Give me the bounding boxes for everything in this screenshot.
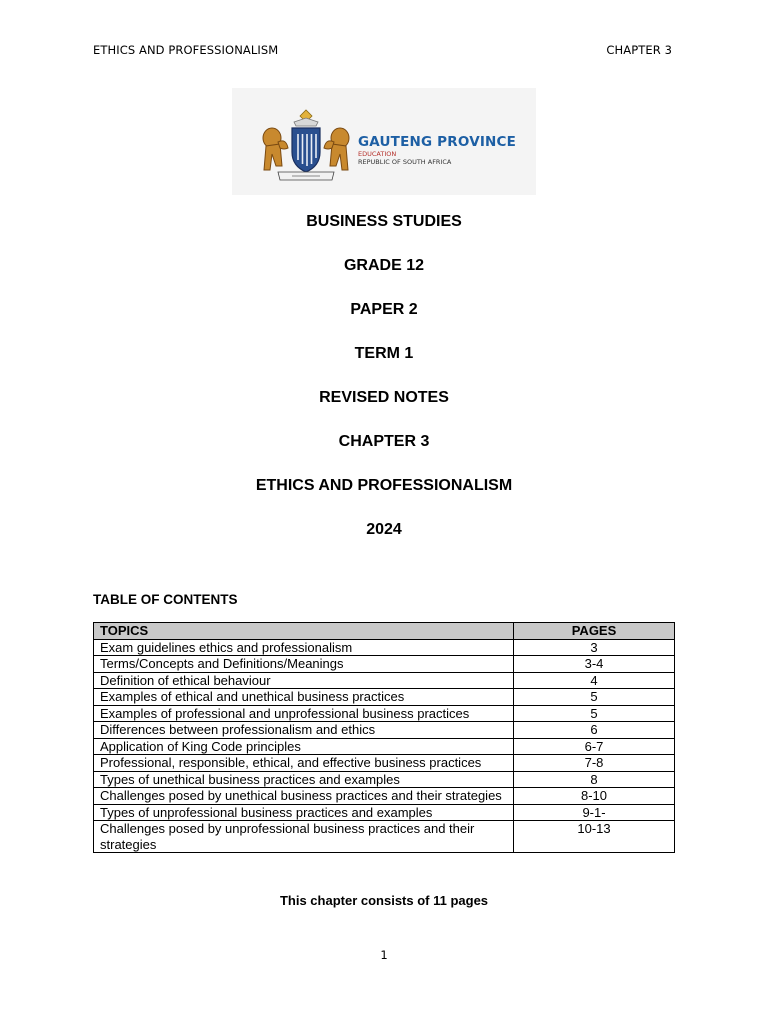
table-row xyxy=(94,656,675,673)
title-paper: PAPER 2 xyxy=(350,301,418,318)
logo-republic-text: REPUBLIC OF SOUTH AFRICA xyxy=(358,158,452,166)
header-chapter-label: CHAPTER 3 xyxy=(606,43,672,57)
title-revised-notes: REVISED NOTES xyxy=(319,389,449,406)
column-header-pages: PAGES xyxy=(514,623,675,640)
pages-cell: 8-10 xyxy=(514,788,675,805)
topic-cell: Types of unethical business practices and examples xyxy=(94,771,514,788)
table-row xyxy=(94,738,675,755)
pages-cell: 8 xyxy=(514,771,675,788)
topic-cell: Challenges posed by unethical business practices and their strategies xyxy=(94,788,514,805)
logo-province-text: GAUTENG PROVINCE xyxy=(358,134,517,150)
table-row xyxy=(94,722,675,739)
column-header-topics: TOPICS xyxy=(94,623,514,640)
pages-cell: 3 xyxy=(514,639,675,656)
table-row xyxy=(94,639,675,656)
page-number: 1 xyxy=(380,948,388,962)
table-row xyxy=(94,804,675,821)
topic-cell: Application of King Code principles xyxy=(94,738,514,755)
table-row xyxy=(94,689,675,706)
pages-cell: 6 xyxy=(514,722,675,739)
title-term: TERM 1 xyxy=(354,345,414,362)
toc-heading: TABLE OF CONTENTS xyxy=(93,592,238,607)
title-grade: GRADE 12 xyxy=(343,257,425,274)
chapter-page-count-note: This chapter consists of 11 pages xyxy=(279,893,489,908)
title-subject: BUSINESS STUDIES xyxy=(306,213,462,230)
topic-cell: Types of unprofessional business practices and examples xyxy=(94,804,514,821)
topic-cell: Examples of ethical and unethical business practices xyxy=(94,689,514,706)
pages-cell: 9-1- xyxy=(514,804,675,821)
cover-titles xyxy=(0,212,768,564)
table-row xyxy=(94,672,675,689)
title-topic: ETHICS AND PROFESSIONALISM xyxy=(255,477,513,494)
topic-cell: Differences between professionalism and ethics xyxy=(94,722,514,739)
pages-cell: 7-8 xyxy=(514,755,675,772)
topic-cell: Challenges posed by unprofessional business practices and their strategies xyxy=(94,821,514,853)
coat-of-arms-icon xyxy=(256,108,356,188)
gauteng-logo xyxy=(232,88,536,195)
header-left-title: ETHICS AND PROFESSIONALISM xyxy=(93,43,279,57)
table-row xyxy=(94,705,675,722)
pages-cell: 6-7 xyxy=(514,738,675,755)
pages-cell: 5 xyxy=(514,689,675,706)
table-row xyxy=(94,755,675,772)
pages-cell: 3-4 xyxy=(514,656,675,673)
title-chapter: CHAPTER 3 xyxy=(338,433,430,450)
topic-cell: Exam guidelines ethics and professionalism xyxy=(94,639,514,656)
title-year: 2024 xyxy=(366,521,402,538)
topic-cell: Definition of ethical behaviour xyxy=(94,672,514,689)
pages-cell: 4 xyxy=(514,672,675,689)
topic-cell: Terms/Concepts and Definitions/Meanings xyxy=(94,656,514,673)
table-header-row xyxy=(94,623,675,640)
topic-cell: Professional, responsible, ethical, and effective business practices xyxy=(94,755,514,772)
table-row xyxy=(94,771,675,788)
topic-cell: Examples of professional and unprofessional business practices xyxy=(94,705,514,722)
pages-cell: 5 xyxy=(514,705,675,722)
table-row xyxy=(94,821,675,853)
logo-department-text: EDUCATION xyxy=(358,150,397,158)
table-row xyxy=(94,788,675,805)
pages-cell: 10-13 xyxy=(514,821,675,853)
toc-table xyxy=(93,622,675,853)
